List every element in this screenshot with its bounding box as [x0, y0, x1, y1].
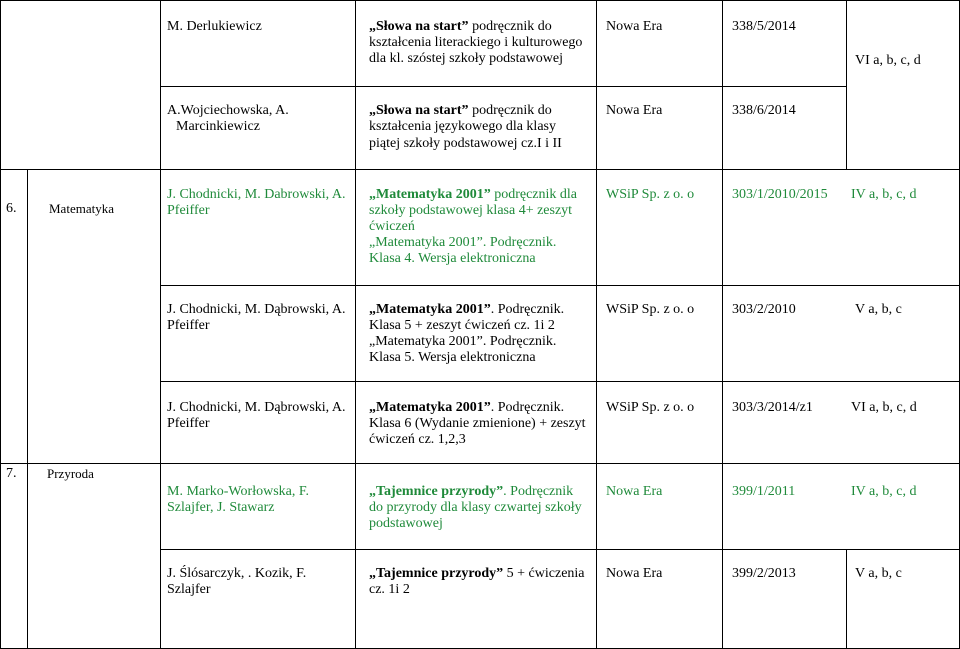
title-cell: do przyrody dla klasy czwartej szkoły — [369, 500, 582, 515]
classes-cell: V a, b, c — [855, 302, 902, 317]
title-cell: podstawowej — [369, 516, 443, 531]
title-cell: kształcenia językowego dla klasy — [369, 119, 556, 134]
author-cell: J. Ślósarczyk, . Kozik, F. — [167, 566, 307, 581]
row-separator — [0, 0, 960, 1]
title-cell: cz. 1i 2 — [369, 582, 410, 597]
row-separator — [160, 381, 960, 382]
title-cell: Klasa 4. Wersja elektroniczna — [369, 251, 536, 266]
title-cell: „Matematyka 2001”. Podręcznik. — [369, 302, 565, 317]
author-cell: Pfeiffer — [167, 416, 210, 431]
publisher-cell: WSiP Sp. z o. o — [606, 400, 695, 415]
title-cell: kształcenia literackiego i kulturowego — [369, 35, 583, 50]
column-separator — [596, 0, 597, 649]
classes-cell: V a, b, c — [855, 566, 902, 581]
number-cell: 303/3/2014/z1 — [732, 400, 813, 415]
number-cell: 338/5/2014 — [732, 19, 796, 34]
classes-cell: IV a, b, c, d — [851, 187, 917, 202]
number-cell: 303/1/2010/2015 — [732, 187, 828, 202]
row-separator — [0, 463, 960, 464]
author-cell: M. Marko-Worłowska, F. — [167, 484, 310, 499]
title-cell: „Matematyka 2001”. Podręcznik. — [369, 334, 557, 349]
row-separator — [160, 86, 847, 87]
publisher-cell: Nowa Era — [606, 19, 663, 34]
row-separator — [0, 169, 960, 170]
title-cell: „Tajemnice przyrody” 5 + ćwiczenia — [369, 566, 585, 581]
column-separator — [160, 0, 161, 649]
column-separator — [722, 0, 723, 649]
author-cell: Pfeiffer — [167, 318, 210, 333]
publisher-cell: WSiP Sp. z o. o — [606, 187, 695, 202]
title-cell: dla kl. szóstej szkoły podstawowej — [369, 51, 564, 66]
title-cell: „Słowa na start” podręcznik do — [369, 103, 552, 118]
title-cell: „Słowa na start” podręcznik do — [369, 19, 552, 34]
author-cell: J. Chodnicki, M. Dąbrowski, A. — [167, 302, 346, 317]
title-cell: Klasa 5. Wersja elektroniczna — [369, 350, 536, 365]
row-separator — [160, 549, 960, 550]
author-cell: M. Derlukiewicz — [167, 19, 262, 34]
row-number: 6. — [6, 201, 17, 216]
author-cell: Marcinkiewicz — [176, 119, 260, 134]
publisher-cell: Nowa Era — [606, 566, 663, 581]
publisher-cell: Nowa Era — [606, 484, 663, 499]
author-cell: Szlajfer — [167, 582, 211, 597]
author-cell: Pfeiffer — [167, 203, 210, 218]
number-cell: 399/2/2013 — [732, 566, 796, 581]
column-separator — [846, 0, 847, 169]
publisher-cell: WSiP Sp. z o. o — [606, 302, 695, 317]
title-cell: szkoły podstawowej klasa 4+ zeszyt — [369, 203, 573, 218]
title-cell: „Matematyka 2001” podręcznik dla — [369, 187, 577, 202]
number-cell: 399/1/2011 — [732, 484, 796, 499]
title-cell: ćwiczeń — [369, 219, 415, 234]
subject-cell: Matematyka — [49, 201, 114, 216]
row-separator — [160, 285, 960, 286]
classes-cell: VI a, b, c, d — [855, 53, 921, 68]
table-border — [0, 0, 1, 649]
title-cell: „Matematyka 2001”. Podręcznik. — [369, 400, 565, 415]
title-cell: Klasa 5 + zeszyt ćwiczeń cz. 1i 2 — [369, 318, 555, 333]
classes-cell: IV a, b, c, d — [851, 484, 917, 499]
column-separator — [27, 169, 28, 649]
author-cell: J. Chodnicki, M. Dabrowski, A. — [167, 187, 346, 202]
subject-cell: Przyroda — [47, 466, 94, 481]
author-cell: J. Chodnicki, M. Dąbrowski, A. — [167, 400, 346, 415]
column-separator — [846, 549, 847, 649]
title-cell: „Tajemnice przyrody”. Podręcznik — [369, 484, 574, 499]
column-separator — [355, 0, 356, 649]
row-number: 7. — [6, 466, 17, 481]
author-cell: A.Wojciechowska, A. — [167, 103, 289, 118]
title-cell: „Matematyka 2001”. Podręcznik. — [369, 235, 557, 250]
publisher-cell: Nowa Era — [606, 103, 663, 118]
number-cell: 338/6/2014 — [732, 103, 796, 118]
classes-cell: VI a, b, c, d — [851, 400, 917, 415]
title-cell: ćwiczeń cz. 1,2,3 — [369, 432, 466, 447]
number-cell: 303/2/2010 — [732, 302, 796, 317]
title-cell: Klasa 6 (Wydanie zmienione) + zeszyt — [369, 416, 586, 431]
title-cell: piątej szkoły podstawowej cz.I i II — [369, 136, 562, 151]
author-cell: Szlajfer, J. Stawarz — [167, 500, 275, 515]
